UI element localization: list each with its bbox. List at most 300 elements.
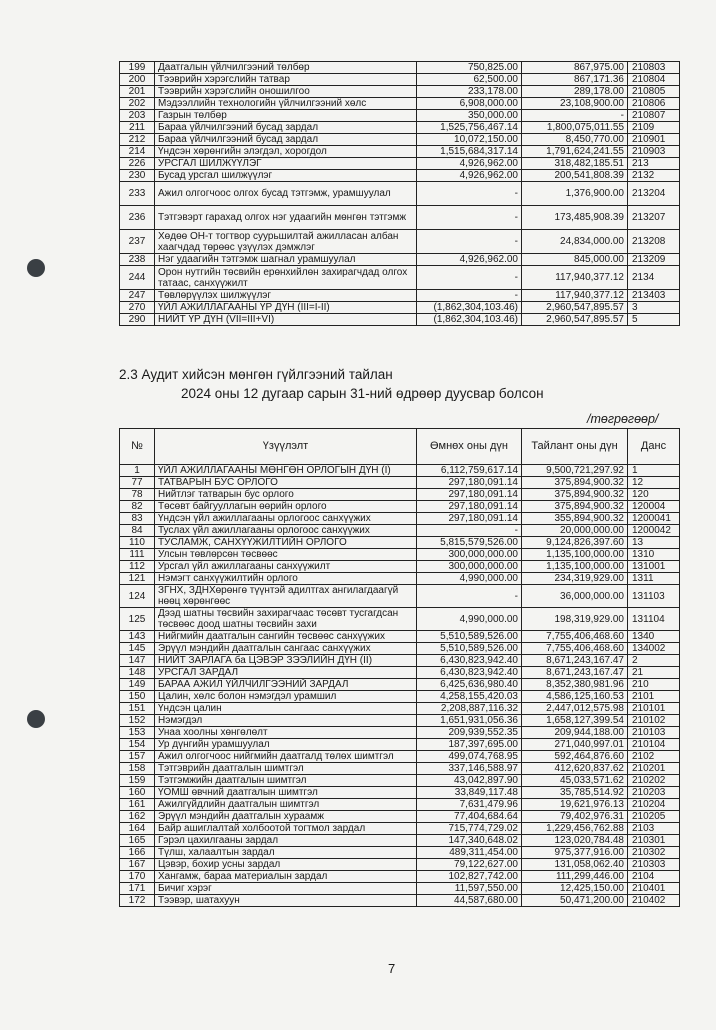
- row-number: 84: [120, 525, 155, 537]
- row-account-code: 213207: [628, 206, 680, 230]
- row-current-value: 36,000,000.00: [522, 585, 628, 608]
- row-account-code: 1: [628, 465, 680, 477]
- row-current-value: 1,791,624,241.55: [522, 146, 628, 158]
- row-previous-value: 7,631,479.96: [417, 799, 522, 811]
- table-row: [120, 290, 680, 302]
- row-account-code: 131103: [628, 585, 680, 608]
- row-number: 143: [120, 631, 155, 643]
- table-row: [120, 230, 680, 254]
- row-previous-value: 77,404,684.64: [417, 811, 522, 823]
- row-indicator: ҮЙЛ АЖИЛЛАГААНЫ МӨНГӨН ОРЛОГЫН ДҮН (I): [155, 465, 417, 477]
- section-title: 2.3 Аудит хийсэн мөнгөн гүйлгээний тайлан: [119, 367, 393, 382]
- table-row: [120, 98, 680, 110]
- row-account-code: 210901: [628, 134, 680, 146]
- row-previous-value: 297,180,091.14: [417, 513, 522, 525]
- table-row: [120, 608, 680, 631]
- row-previous-value: (1,862,304,103.46): [417, 302, 522, 314]
- row-indicator: Байр ашиглалтай холбоотой тогтмол зардал: [155, 823, 417, 835]
- row-previous-value: 43,042,897.90: [417, 775, 522, 787]
- row-number: 78: [120, 489, 155, 501]
- row-account-code: 210301: [628, 835, 680, 847]
- row-number: 201: [120, 86, 155, 98]
- row-current-value: -: [522, 110, 628, 122]
- row-number: 290: [120, 314, 155, 326]
- row-account-code: 131104: [628, 608, 680, 631]
- row-indicator: Улсын төвлөрсөн төсвөөс: [155, 549, 417, 561]
- row-account-code: 213403: [628, 290, 680, 302]
- row-previous-value: 297,180,091.14: [417, 501, 522, 513]
- row-number: 237: [120, 230, 155, 254]
- table-row: [120, 182, 680, 206]
- row-previous-value: 6,425,636,980.40: [417, 679, 522, 691]
- row-previous-value: 4,990,000.00: [417, 573, 522, 585]
- row-current-value: 117,940,377.12: [522, 290, 628, 302]
- row-indicator: Ур дүнгийн урамшуулал: [155, 739, 417, 751]
- row-account-code: 120: [628, 489, 680, 501]
- row-indicator: Нэмэгт санхүүжилтийн орлого: [155, 573, 417, 585]
- row-account-code: 210204: [628, 799, 680, 811]
- row-number: 160: [120, 787, 155, 799]
- row-account-code: 21: [628, 667, 680, 679]
- row-number: 150: [120, 691, 155, 703]
- row-previous-value: -: [417, 585, 522, 608]
- row-account-code: 210202: [628, 775, 680, 787]
- row-number: 230: [120, 170, 155, 182]
- row-account-code: 210903: [628, 146, 680, 158]
- table-row: [120, 631, 680, 643]
- table-row: [120, 679, 680, 691]
- table-row: [120, 74, 680, 86]
- row-previous-value: 147,340,648.02: [417, 835, 522, 847]
- table-row: [120, 727, 680, 739]
- row-current-value: 111,299,446.00: [522, 871, 628, 883]
- row-indicator: Газрын төлбөр: [155, 110, 417, 122]
- row-number: 238: [120, 254, 155, 266]
- row-indicator: Хөдөө ОН-т тогтвор суурьшилтай ажилласан албан хаагчдад төрөөс үзүүлэх дэмжлэг: [155, 230, 417, 254]
- row-previous-value: 300,000,000.00: [417, 549, 522, 561]
- row-number: 164: [120, 823, 155, 835]
- row-previous-value: 33,849,117.48: [417, 787, 522, 799]
- row-indicator: Тээврийн хэрэгслийн оношилгоо: [155, 86, 417, 98]
- row-current-value: 9,124,826,397.60: [522, 537, 628, 549]
- row-current-value: 12,425,150.00: [522, 883, 628, 895]
- row-number: 214: [120, 146, 155, 158]
- row-previous-value: 297,180,091.14: [417, 477, 522, 489]
- row-account-code: 1311: [628, 573, 680, 585]
- row-current-value: 8,352,380,981.96: [522, 679, 628, 691]
- row-current-value: 23,108,900.00: [522, 98, 628, 110]
- header-previous-year: Өмнөх оны дүн: [417, 429, 522, 465]
- row-indicator: Даатгалын үйлчилгээний төлбөр: [155, 62, 417, 74]
- row-indicator: Нэмэгдэл: [155, 715, 417, 727]
- row-previous-value: 10,072,150.00: [417, 134, 522, 146]
- row-current-value: 1,658,127,399.54: [522, 715, 628, 727]
- table-row: [120, 266, 680, 290]
- row-number: 172: [120, 895, 155, 907]
- row-account-code: 210303: [628, 859, 680, 871]
- row-current-value: 8,450,770.00: [522, 134, 628, 146]
- row-current-value: 79,402,976.31: [522, 811, 628, 823]
- row-current-value: 4,586,125,160.53: [522, 691, 628, 703]
- row-account-code: 2132: [628, 170, 680, 182]
- row-previous-value: 297,180,091.14: [417, 489, 522, 501]
- row-indicator: НИЙТ ЗАРЛАГА ба ЦЭВЭР ЗЭЭЛИЙН ДҮН (II): [155, 655, 417, 667]
- row-previous-value: 233,178.00: [417, 86, 522, 98]
- table-row: [120, 775, 680, 787]
- table-row: [120, 895, 680, 907]
- table-row: [120, 170, 680, 182]
- row-account-code: 210402: [628, 895, 680, 907]
- table-row: [120, 465, 680, 477]
- row-account-code: 210401: [628, 883, 680, 895]
- table-row: [120, 122, 680, 134]
- row-previous-value: 1,515,684,317.14: [417, 146, 522, 158]
- row-number: 211: [120, 122, 155, 134]
- row-number: 203: [120, 110, 155, 122]
- binder-hole-bottom: [27, 710, 45, 728]
- cash-flow-table: [119, 428, 680, 907]
- row-account-code: 1340: [628, 631, 680, 643]
- row-account-code: 213208: [628, 230, 680, 254]
- row-number: 166: [120, 847, 155, 859]
- row-previous-value: 350,000.00: [417, 110, 522, 122]
- row-number: 167: [120, 859, 155, 871]
- row-current-value: 2,960,547,895.57: [522, 302, 628, 314]
- row-current-value: 2,447,012,575.98: [522, 703, 628, 715]
- row-previous-value: 1,651,931,056.36: [417, 715, 522, 727]
- row-number: 148: [120, 667, 155, 679]
- row-account-code: 210805: [628, 86, 680, 98]
- row-current-value: 19,621,976.13: [522, 799, 628, 811]
- table-row: [120, 110, 680, 122]
- table-row: [120, 715, 680, 727]
- row-account-code: 5: [628, 314, 680, 326]
- row-number: 153: [120, 727, 155, 739]
- row-current-value: 200,541,808.39: [522, 170, 628, 182]
- row-indicator: Төвлөрүүлэх шилжүүлэг: [155, 290, 417, 302]
- row-number: 247: [120, 290, 155, 302]
- row-account-code: 120004: [628, 501, 680, 513]
- row-account-code: 210302: [628, 847, 680, 859]
- table-row: [120, 859, 680, 871]
- table-row: [120, 158, 680, 170]
- row-account-code: 13: [628, 537, 680, 549]
- table-row: [120, 811, 680, 823]
- row-current-value: 8,671,243,167.47: [522, 655, 628, 667]
- row-indicator: Тэтгэвэрт гарахад олгох нэг удаагийн мөнгөн тэтгэмж: [155, 206, 417, 230]
- row-previous-value: 337,146,588.97: [417, 763, 522, 775]
- row-previous-value: 4,926,962.00: [417, 170, 522, 182]
- row-account-code: 2: [628, 655, 680, 667]
- row-indicator: ТАТВАРЫН БУС ОРЛОГО: [155, 477, 417, 489]
- row-previous-value: -: [417, 206, 522, 230]
- row-account-code: 210803: [628, 62, 680, 74]
- row-previous-value: -: [417, 182, 522, 206]
- row-number: 244: [120, 266, 155, 290]
- row-account-code: 210103: [628, 727, 680, 739]
- row-number: 202: [120, 98, 155, 110]
- row-previous-value: -: [417, 525, 522, 537]
- table-row: [120, 739, 680, 751]
- row-current-value: 412,620,837.62: [522, 763, 628, 775]
- row-number: 199: [120, 62, 155, 74]
- table-row: [120, 537, 680, 549]
- row-number: 1: [120, 465, 155, 477]
- row-indicator: Бусад урсгал шилжүүлэг: [155, 170, 417, 182]
- row-current-value: 375,894,900.32: [522, 501, 628, 513]
- row-indicator: Тээврийн хэрэгслийн татвар: [155, 74, 417, 86]
- row-number: 226: [120, 158, 155, 170]
- row-number: 110: [120, 537, 155, 549]
- table-row: [120, 501, 680, 513]
- row-number: 145: [120, 643, 155, 655]
- currency-unit-label: /төгрөгөөр/: [587, 412, 659, 426]
- row-indicator: Нийгмийн даатгалын сангийн төсвөөс санхүүжих: [155, 631, 417, 643]
- table-row: [120, 254, 680, 266]
- row-number: 154: [120, 739, 155, 751]
- row-current-value: 375,894,900.32: [522, 489, 628, 501]
- row-current-value: 375,894,900.32: [522, 477, 628, 489]
- row-current-value: 271,040,997.01: [522, 739, 628, 751]
- table-row: [120, 206, 680, 230]
- row-previous-value: 1,525,756,467.14: [417, 122, 522, 134]
- header-current-year: Тайлант оны дүн: [522, 429, 628, 465]
- row-current-value: 1,135,100,000.00: [522, 549, 628, 561]
- row-indicator: Мэдээллийн технологийн үйлчилгээний хөлс: [155, 98, 417, 110]
- row-previous-value: 4,990,000.00: [417, 608, 522, 631]
- row-number: 212: [120, 134, 155, 146]
- row-indicator: ҮЙЛ АЖИЛЛАГААНЫ ҮР ДҮН (III=I-II): [155, 302, 417, 314]
- row-account-code: 2103: [628, 823, 680, 835]
- table-row: [120, 561, 680, 573]
- row-previous-value: 5,510,589,526.00: [417, 643, 522, 655]
- row-current-value: 289,178.00: [522, 86, 628, 98]
- row-previous-value: 6,430,823,942.40: [417, 655, 522, 667]
- row-previous-value: 6,908,000.00: [417, 98, 522, 110]
- table-row: [120, 883, 680, 895]
- row-previous-value: 489,311,454.00: [417, 847, 522, 859]
- row-indicator: Дээд шатны төсвийн захирагчаас төсөвт тусгагдсан төсвөөс доод шатны төсвийн захи: [155, 608, 417, 631]
- row-indicator: Түлш, халаалтын зардал: [155, 847, 417, 859]
- row-indicator: Урсгал үйл ажиллагааны санхүүжилт: [155, 561, 417, 573]
- table-row: [120, 691, 680, 703]
- row-number: 77: [120, 477, 155, 489]
- row-account-code: 210102: [628, 715, 680, 727]
- row-number: 162: [120, 811, 155, 823]
- row-current-value: 975,377,916.00: [522, 847, 628, 859]
- row-indicator: Үндсэн хөрөнгийн элэгдэл, хорогдол: [155, 146, 417, 158]
- row-indicator: Эрүүл мэндийн даатгалын хураамж: [155, 811, 417, 823]
- table-row: [120, 513, 680, 525]
- row-indicator: Туслах үйл ажиллагааны орлогоос санхүүжих: [155, 525, 417, 537]
- row-previous-value: 6,430,823,942.40: [417, 667, 522, 679]
- row-number: 236: [120, 206, 155, 230]
- row-number: 82: [120, 501, 155, 513]
- table-row: [120, 799, 680, 811]
- row-current-value: 35,785,514.92: [522, 787, 628, 799]
- row-previous-value: 11,597,550.00: [417, 883, 522, 895]
- table-row: [120, 655, 680, 667]
- row-previous-value: 79,122,627.00: [417, 859, 522, 871]
- table-row: [120, 489, 680, 501]
- row-account-code: 210807: [628, 110, 680, 122]
- row-current-value: 173,485,908.39: [522, 206, 628, 230]
- row-previous-value: 44,587,680.00: [417, 895, 522, 907]
- row-account-code: 210804: [628, 74, 680, 86]
- row-indicator: Унаа хоолны хөнгөлөлт: [155, 727, 417, 739]
- header-account: Данс: [628, 429, 680, 465]
- row-account-code: 210: [628, 679, 680, 691]
- results-continuation-table: [119, 61, 680, 326]
- row-account-code: 2102: [628, 751, 680, 763]
- row-indicator: ЗГНХ, ЗДНХөрөнгө түүнтэй адилтгах ангилагдаагүй нөөц хөрөнгөөс: [155, 585, 417, 608]
- row-current-value: 20,000,000.00: [522, 525, 628, 537]
- row-account-code: 2104: [628, 871, 680, 883]
- row-number: 270: [120, 302, 155, 314]
- row-previous-value: (1,862,304,103.46): [417, 314, 522, 326]
- row-number: 200: [120, 74, 155, 86]
- row-previous-value: 5,815,579,526.00: [417, 537, 522, 549]
- row-previous-value: 750,825.00: [417, 62, 522, 74]
- row-number: 151: [120, 703, 155, 715]
- row-current-value: 8,671,243,167.47: [522, 667, 628, 679]
- table-row: [120, 549, 680, 561]
- row-indicator: Хангамж, бараа материалын зардал: [155, 871, 417, 883]
- row-current-value: 2,960,547,895.57: [522, 314, 628, 326]
- row-previous-value: 2,208,887,116.32: [417, 703, 522, 715]
- row-number: 161: [120, 799, 155, 811]
- table-row: [120, 573, 680, 585]
- table-row: [120, 86, 680, 98]
- row-account-code: 210203: [628, 787, 680, 799]
- row-current-value: 318,482,185.51: [522, 158, 628, 170]
- row-number: 158: [120, 763, 155, 775]
- row-current-value: 9,500,721,297.92: [522, 465, 628, 477]
- row-indicator: Ажил олгогчоос нийгмийн даатгалд төлөх шимтгэл: [155, 751, 417, 763]
- row-indicator: Ажил олгогчоос олгох бусад тэтгэмж, урамшуулал: [155, 182, 417, 206]
- row-indicator: Тэтгэврийн даатгалын шимтгэл: [155, 763, 417, 775]
- row-number: 157: [120, 751, 155, 763]
- table-row: [120, 871, 680, 883]
- row-previous-value: 187,397,695.00: [417, 739, 522, 751]
- row-indicator: Цэвэр, бохир усны зардал: [155, 859, 417, 871]
- row-account-code: 2101: [628, 691, 680, 703]
- row-indicator: Орон нутгийн төсвийн ерөнхийлөн захирагчдад олгох татаас, санхүүжилт: [155, 266, 417, 290]
- row-indicator: ҮОМШ өвчний даатгалын шимтгэл: [155, 787, 417, 799]
- row-previous-value: 4,258,155,420.03: [417, 691, 522, 703]
- table-row: [120, 787, 680, 799]
- row-number: 147: [120, 655, 155, 667]
- row-indicator: УРСГАЛ ЗАРДАЛ: [155, 667, 417, 679]
- header-no: №: [120, 429, 155, 465]
- row-indicator: Бичиг хэрэг: [155, 883, 417, 895]
- row-current-value: 24,834,000.00: [522, 230, 628, 254]
- binder-hole-top: [27, 259, 45, 277]
- row-number: 83: [120, 513, 155, 525]
- table-row: [120, 703, 680, 715]
- row-number: 149: [120, 679, 155, 691]
- table-row: [120, 835, 680, 847]
- row-indicator: УРСГАЛ ШИЛЖҮҮЛЭГ: [155, 158, 417, 170]
- row-indicator: Бараа үйлчилгээний бусад зардал: [155, 134, 417, 146]
- row-account-code: 131001: [628, 561, 680, 573]
- page-number: 7: [388, 961, 396, 976]
- row-previous-value: 4,926,962.00: [417, 158, 522, 170]
- row-current-value: 1,135,100,000.00: [522, 561, 628, 573]
- table-row: [120, 525, 680, 537]
- row-previous-value: 62,500.00: [417, 74, 522, 86]
- row-account-code: 12: [628, 477, 680, 489]
- row-account-code: 210201: [628, 763, 680, 775]
- table-row: [120, 585, 680, 608]
- row-indicator: Ажилгүйдлийн даатгалын шимтгэл: [155, 799, 417, 811]
- row-indicator: Бараа үйлчилгээний бусад зардал: [155, 122, 417, 134]
- row-account-code: 134002: [628, 643, 680, 655]
- row-account-code: 3: [628, 302, 680, 314]
- row-current-value: 209,944,188.00: [522, 727, 628, 739]
- table-row: [120, 302, 680, 314]
- row-current-value: 198,319,929.00: [522, 608, 628, 631]
- row-account-code: 213204: [628, 182, 680, 206]
- section-subtitle: 2024 оны 12 дугаар сарын 31-ний өдрөөр дуусвар болсон: [181, 386, 544, 401]
- row-current-value: 45,033,571.62: [522, 775, 628, 787]
- row-previous-value: 6,112,759,617.14: [417, 465, 522, 477]
- row-indicator: Гэрэл цахилгааны зардал: [155, 835, 417, 847]
- row-current-value: 845,000.00: [522, 254, 628, 266]
- row-number: 112: [120, 561, 155, 573]
- row-indicator: БАРАА АЖИЛ ҮЙЛЧИЛГЭЭНИЙ ЗАРДАЛ: [155, 679, 417, 691]
- row-account-code: 2134: [628, 266, 680, 290]
- row-current-value: 7,755,406,468.60: [522, 643, 628, 655]
- table-row: [120, 751, 680, 763]
- table-row: [120, 146, 680, 158]
- row-current-value: 355,894,900.32: [522, 513, 628, 525]
- row-account-code: 210205: [628, 811, 680, 823]
- row-previous-value: 5,510,589,526.00: [417, 631, 522, 643]
- table-row: [120, 763, 680, 775]
- row-previous-value: -: [417, 290, 522, 302]
- table-row: [120, 667, 680, 679]
- header-indicator: Үзүүлэлт: [155, 429, 417, 465]
- row-account-code: 1310: [628, 549, 680, 561]
- row-number: 152: [120, 715, 155, 727]
- table-row: [120, 477, 680, 489]
- row-indicator: Тээвэр, шатахуун: [155, 895, 417, 907]
- row-account-code: 213209: [628, 254, 680, 266]
- row-account-code: 213: [628, 158, 680, 170]
- row-number: 233: [120, 182, 155, 206]
- row-current-value: 592,464,876.60: [522, 751, 628, 763]
- row-current-value: 1,800,075,011.55: [522, 122, 628, 134]
- row-number: 121: [120, 573, 155, 585]
- row-previous-value: -: [417, 266, 522, 290]
- row-account-code: 1200041: [628, 513, 680, 525]
- row-current-value: 131,058,062.40: [522, 859, 628, 871]
- row-current-value: 117,940,377.12: [522, 266, 628, 290]
- row-previous-value: 715,774,729.02: [417, 823, 522, 835]
- row-current-value: 50,471,200.00: [522, 895, 628, 907]
- row-indicator: Эрүүл мэндийн даатгалын сангаас санхүүжих: [155, 643, 417, 655]
- row-number: 165: [120, 835, 155, 847]
- row-indicator: Төсөвт байгууллагын өөрийн орлого: [155, 501, 417, 513]
- row-number: 124: [120, 585, 155, 608]
- row-account-code: 210104: [628, 739, 680, 751]
- row-current-value: 867,171.36: [522, 74, 628, 86]
- table-row: [120, 643, 680, 655]
- row-indicator: НИЙТ ҮР ДҮН (VII=III+VI): [155, 314, 417, 326]
- row-indicator: Нэг удаагийн тэтгэмж шагнал урамшуулал: [155, 254, 417, 266]
- row-indicator: Үндсэн үйл ажиллагааны орлогоос санхүүжих: [155, 513, 417, 525]
